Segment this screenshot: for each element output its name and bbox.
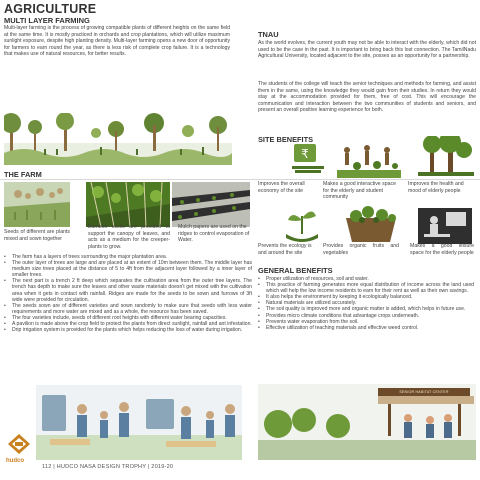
tnau-paragraph-2: The students of the college will teach the senior techniques and methods for farming, and assist them in the same, using the knowledge they would gain from their studies. In return they would stay at the accommodation provided for them, free of cost. This will encourage the communication and interaction between the two communities of students and seniors, and present an overall positive learning experience for both. <box>258 81 476 114</box>
section-title-site-benefits: SITE BENEFITS <box>258 135 314 144</box>
money-icon <box>290 138 326 178</box>
photo-bamboo-canopy <box>86 182 170 227</box>
list-item: • The next part is a trench 2 ft deep which separates the cultivation area from the outer tree layers. The trench has depth to make sure the leaves and other waste materials doesn't get mixed with the cultivation area when it gets in contact with rainfall. Ridges are made for the seeds to be sown and furrows of 3ft wide were provided for circulation. <box>4 278 252 302</box>
caption-organic: Provides organic fruits and vegetables <box>323 243 399 256</box>
list-item: • Natural materials are utilized accurately. <box>258 300 474 306</box>
section-title-tnau: TNAU <box>258 30 279 39</box>
list-item: • A pavilion is made above the crop field to protect the plants from direct sunlight, rainfall and ant infestation. <box>4 321 252 327</box>
divider <box>0 179 480 180</box>
list-item: • The seeds sown are of different varieties and sown randomly to make sure that seeds with less water requirements and more water are mixed and as a whole, the resource has been saved. <box>4 303 252 315</box>
senior-habitat-sign: SENIOR HABITAT CENTER <box>399 390 449 394</box>
list-item: • The four varieties include, seeds of different root heights with different water bearing capacities. <box>4 315 252 321</box>
caption-economy: Improves the overall economy of the site <box>258 181 305 194</box>
caption-ecology: Prevents the ecology is and around the site <box>258 243 312 256</box>
caption-interactive-space: Makes a good interactive space for the elderly and student community <box>323 181 396 201</box>
caption-health: Improves the health and mood of elderly people <box>408 181 464 194</box>
list-item: • Proper utilization of resources, soil and water. <box>258 276 474 282</box>
list-item: • Prevents water evaporation from the soil. <box>258 319 474 325</box>
caption-mulch: Mulch papers are used on the ridges to control evaporation of Water. <box>178 224 250 244</box>
list-item: • It also helps the environment by keeping it ecologically balanced. <box>258 294 474 300</box>
caption-bamboo: Bamboo sticks are provided to support the canopy of leaves, and acts as a medium for the creeper-plants to grow. <box>88 224 170 250</box>
section-title-general-benefits: GENERAL BENEFITS <box>258 266 333 275</box>
ecology-hands-icon <box>282 206 322 244</box>
list-item: • The outer layer of trees are large and are placed at an extent of 10m between them. The middle layer has medium size trees placed at the distance of 5 to 4ft from the adjacent layer followed by a inner layer of smaller trees. <box>4 260 252 278</box>
section-title-the-farm: THE FARM <box>4 170 42 179</box>
photo-seeds <box>4 182 70 227</box>
caption-seeds: Seeds of different are plants mixed and sown together <box>4 229 70 242</box>
farming-illustration <box>4 113 232 165</box>
intro-paragraph: Multi-layer farming is the process of growing compatible plants of different heights on the same field at the same time. It is mostly practiced in orchards and crop plantations, which will utilize maximum sunlight exposure, despite high planting density. Multi-layer farming opens a new door of opportunity for farmers to earn round the year, as there is less risk of complete crop failure. It is a technology that makes use of natural resources, for better results. <box>4 25 230 58</box>
section-title-multi-layer: MULTI LAYER FARMING <box>4 16 90 25</box>
svg-text:₹: ₹ <box>301 147 309 161</box>
fruits-vegetables-icon <box>338 206 404 244</box>
farm-bullet-list <box>4 254 252 333</box>
hudco-logo-text: hudco <box>6 458 24 464</box>
caption-leisure: Makes a good leisure space for the elderly people <box>410 243 474 256</box>
list-item: • The farm has a layers of trees surrounding the major plantation area. <box>4 254 252 260</box>
photo-mulch-ridges <box>172 182 250 227</box>
page-title: AGRICULTURE <box>4 2 97 16</box>
list-item: • Effective utilization of teaching materials and effective weed control. <box>258 325 474 331</box>
footer-text: 112 | HUDCO NASA DESIGN TROPHY | 2019-20 <box>42 464 174 470</box>
community-garden-icon <box>337 140 401 178</box>
general-benefits-list <box>258 276 474 331</box>
list-item: • This practice of farming generates more equal distribution of income across the land used which will help the low income residents to earn for their rent as well as their own savings. <box>258 282 474 294</box>
list-item: • Provides micro climate conditions that advantage crops underneath. <box>258 313 474 319</box>
tnau-paragraph-1: As the world evolves, the current youth may not be able to interact with the elderly, which did not used to be the case in the past. It is important to bring back this lost connection. The TamilNadu Agricultural University, located adjacent to the site, posses as an opportunity for a partnership. <box>258 40 476 60</box>
community-illustration <box>36 385 242 460</box>
health-tree-icon <box>418 136 474 178</box>
list-item: • The soil quality is improved more and organic matter is added, which helps in future use. <box>258 306 474 312</box>
list-item: • Drip irrigation system is provided for the plants which helps reducing the loss of water during irrigation. <box>4 327 252 333</box>
leisure-reading-icon <box>418 208 472 244</box>
senior-habitat-illustration <box>258 384 476 460</box>
